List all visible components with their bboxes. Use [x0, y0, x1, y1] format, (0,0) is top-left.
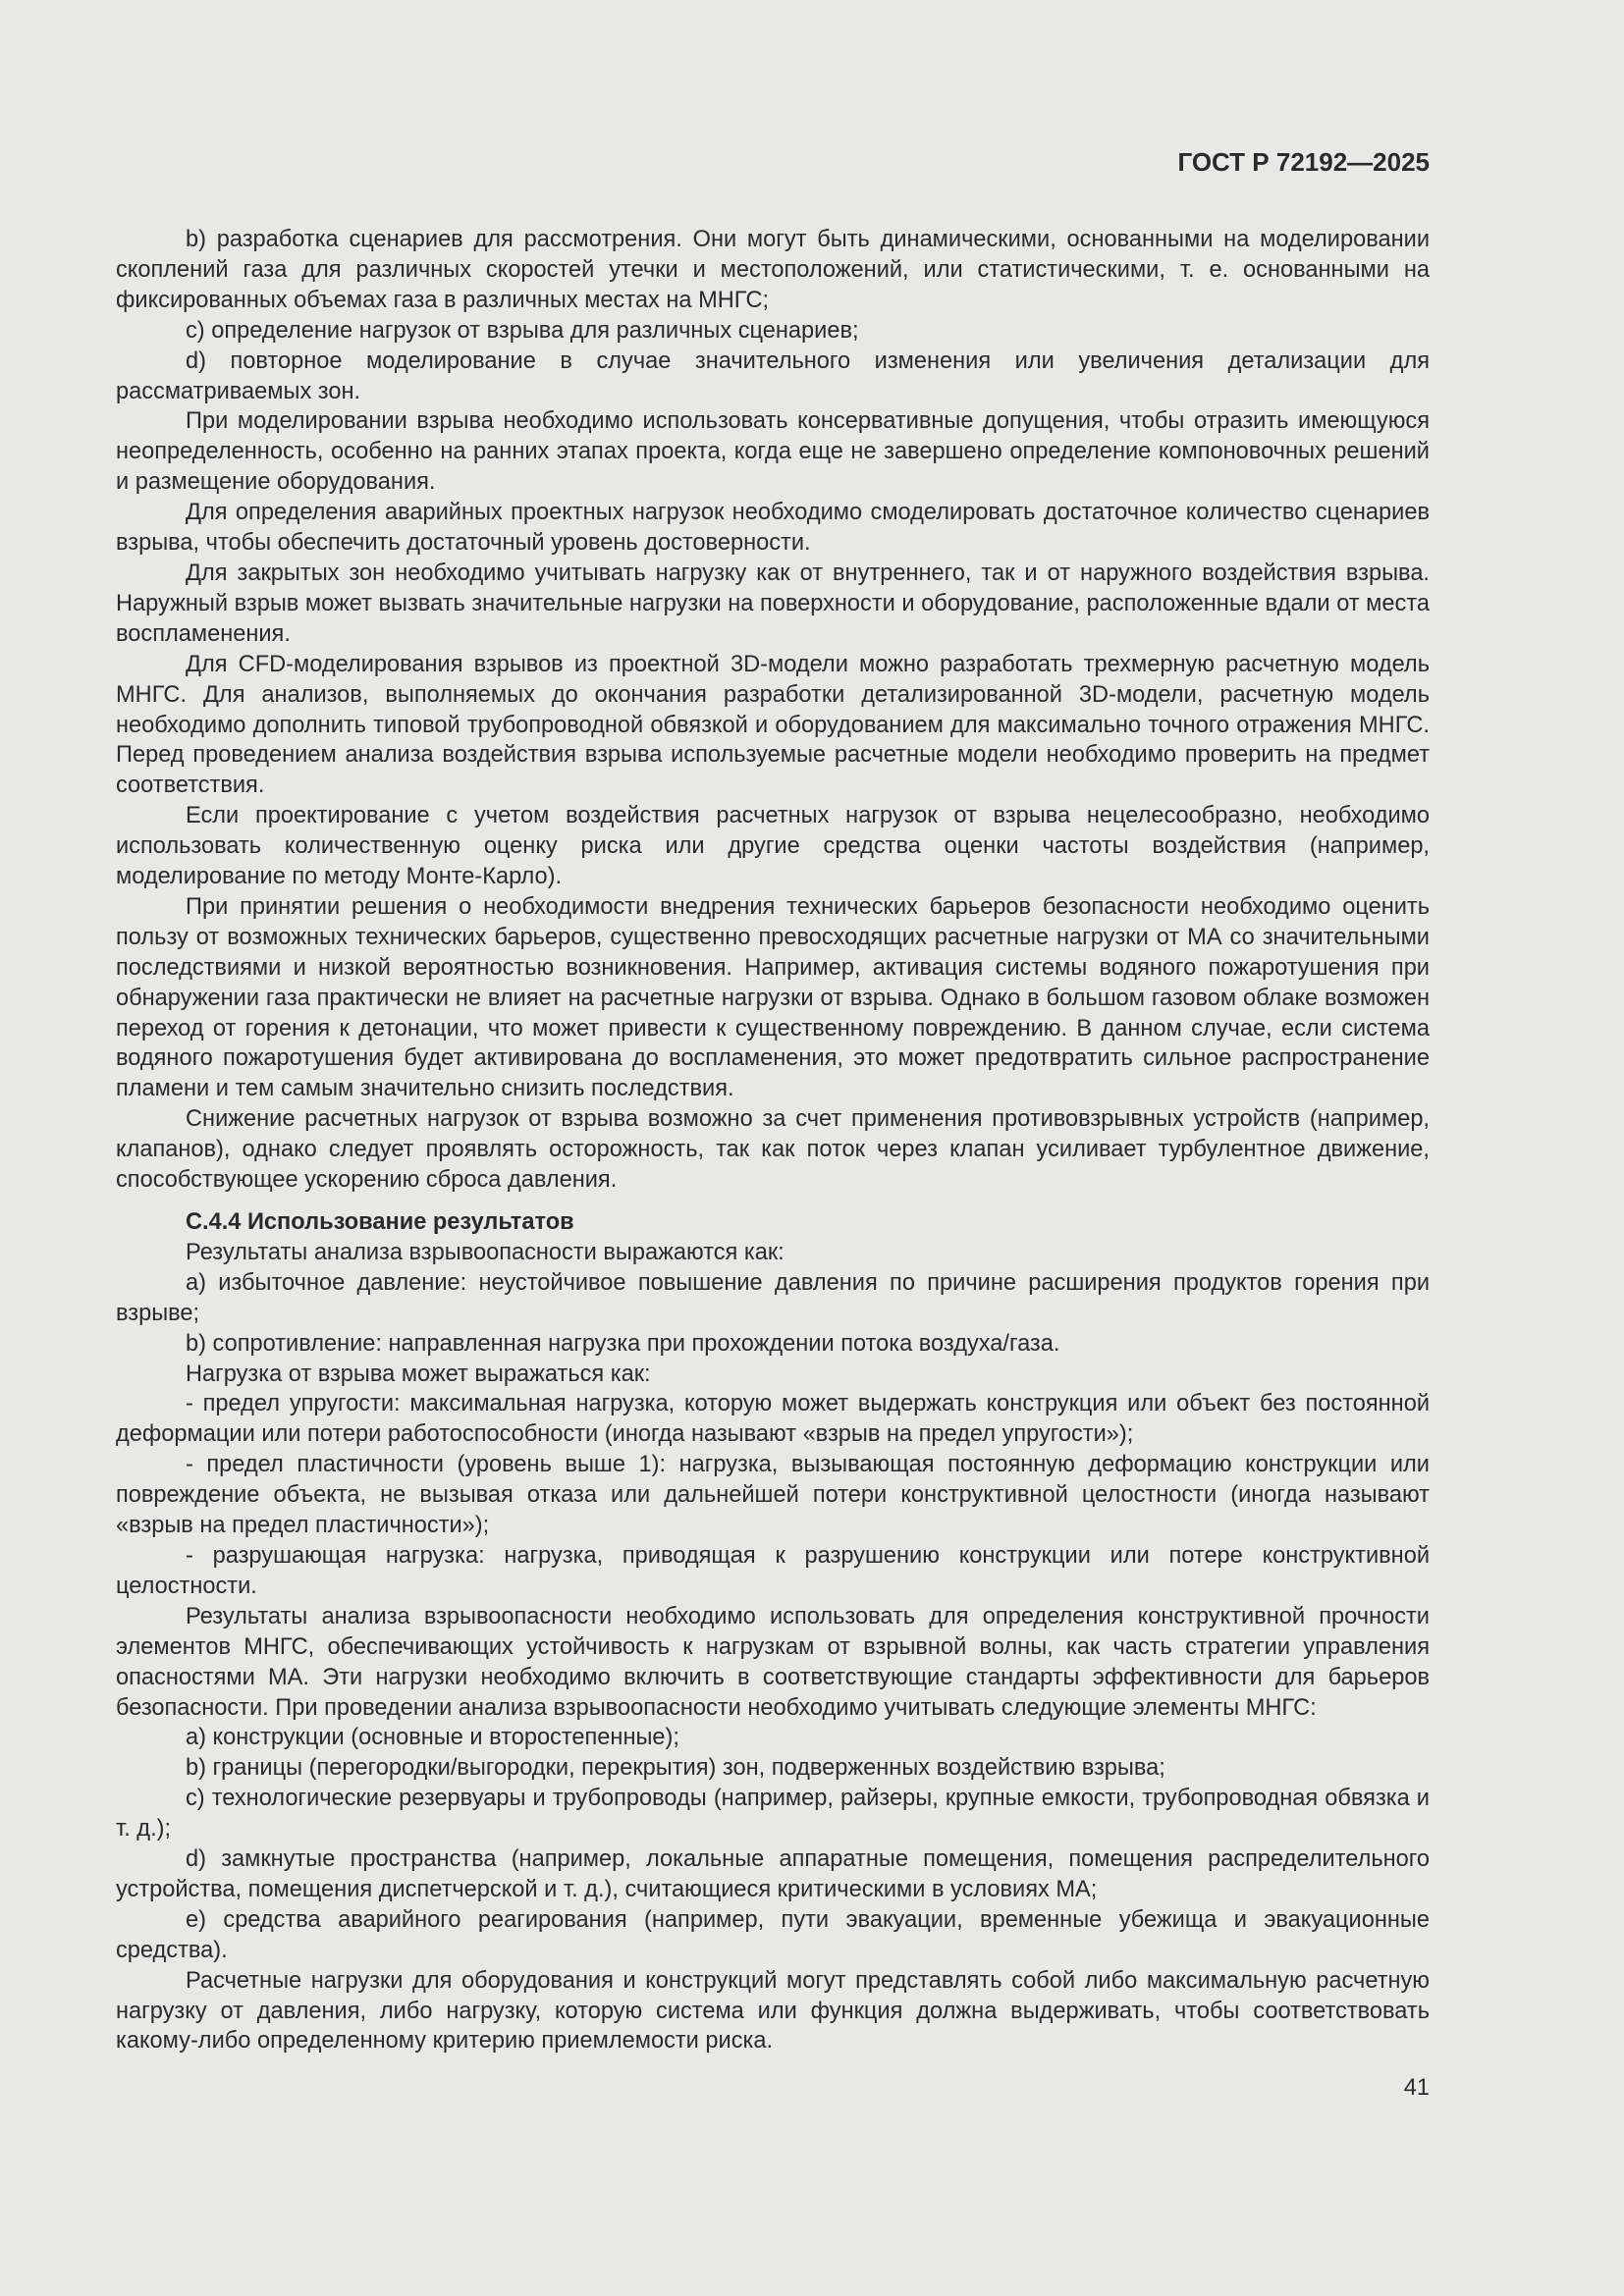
paragraph: c) технологические резервуары и трубопроводы (например, райзеры, крупные емкости, трубопроводная обвязка и т. д.); — [116, 1786, 1430, 1842]
paragraph: e) средства аварийного реагирования (например, пути эвакуации, временные убежища и эвакуационные средства). — [116, 1906, 1430, 1963]
paragraph: d) замкнутые пространства (например, локальные аппаратные помещения, помещения распределительного устройства, помещения диспетчерской и т. д.), считающиеся критическими в условиях МА; — [116, 1846, 1430, 1902]
paragraph: a) избыточное давление: неустойчивое повышение давления по причине расширения продуктов горения при взрыве; — [116, 1269, 1430, 1326]
paragraph: Если проектирование с учетом воздействия расчетных нагрузок от взрыва нецелесообразно, необходимо использовать количественную оценку риска или другие средства оценки частоты воздействия (например, моделирование по методу Монте-Карло). — [116, 803, 1430, 890]
paragraph: a) конструкции (основные и второстепенные); — [186, 1725, 679, 1751]
paragraph: c) определение нагрузок от взрыва для различных сценариев; — [186, 317, 859, 344]
paragraph: При принятии решения о необходимости внедрения технических барьеров безопасности необходимо оценить пользу от возможных технических барьеров, существенно превосходящих расчетные нагрузки от МА со значительными последствиями и низкой вероятностью возникновения. Например, активация системы водяного пожаротушения при обнаружении газа практически не влияет на расчетные нагрузки от взрыва. Однако в большом газовом облаке возможен переход от горения к детонации, что может привести к существенному повреждению. В данном случае, если система водяного пожаротушения будет активирована до воспламенения, это может предотвратить сильное распространение пламени и тем самым значительно снизить последствия. — [116, 893, 1430, 1102]
paragraph: Результаты анализа взрывоопасности необходимо использовать для определения конструктивной прочности элементов МНГС, обеспечивающих устойчивость к нагрузкам от взрывной волны, как часть стратегии управления опасностями МА. Эти нагрузки необходимо включить в соответствующие стандарты эффективности для барьеров безопасности. При проведении анализа взрывоопасности необходимо учитывать следующие элементы МНГС: — [116, 1603, 1430, 1721]
paragraph: b) разработка сценариев для рассмотрения. Они могут быть динамическими, основанными на моделировании скоплений газа для различных скоростей утечки и местоположений, или статистическими, т. е. основанными на фиксированных объемах газа в различных местах на МНГС; — [116, 227, 1430, 313]
paragraph: - предел пластичности (уровень выше 1): нагрузка, вызывающая постоянную деформацию конструкции или повреждение объекта, не вызывая отказа или дальнейшей потери конструктивной целостности (иногда называют «взрыв на предел пластичности»); — [116, 1452, 1430, 1539]
page-number: 41 — [1403, 2075, 1430, 2101]
paragraph: Для CFD-моделирования взрывов из проектной 3D-модели можно разработать трехмерную расчетную модель МНГС. Для анализов, выполняемых до окончания разработки детализированной 3D-модели, расчетную модель необходимо дополнить типовой трубопроводной обвязкой и оборудованием для максимально точного отражения МНГС. Перед проведением анализа воздействия взрыва используемые расчетные модели необходимо проверить на предмет соответствия. — [116, 651, 1430, 799]
document-standard-number: ГОСТ Р 72192—2025 — [1177, 147, 1430, 177]
paragraph: Снижение расчетных нагрузок от взрыва возможно за счет применения противовзрывных устройств (например, клапанов), однако следует проявлять осторожность, так как поток через клапан усиливает турбулентное движение, способствующее ускорению сброса давления. — [116, 1106, 1430, 1194]
paragraph: - разрушающая нагрузка: нагрузка, приводящая к разрушению конструкции или потере конструктивной целостности. — [116, 1542, 1430, 1599]
paragraph: Нагрузка от взрыва может выражаться как: — [186, 1361, 651, 1387]
paragraph: - предел упругости: максимальная нагрузка, которую может выдержать конструкция или объект без постоянной деформации или потери работоспособности (иногда называют «взрыв на предел упругости»); — [116, 1391, 1430, 1448]
document-body — [116, 225, 1430, 2056]
paragraph: Для определения аварийных проектных нагрузок необходимо смоделировать достаточное количество сценариев взрыва, чтобы обеспечить достаточный уровень достоверности. — [116, 500, 1430, 557]
paragraph: b) сопротивление: направленная нагрузка при прохождении потока воздуха/газа. — [186, 1330, 1060, 1357]
paragraph: Результаты анализа взрывоопасности выражаются как: — [186, 1239, 785, 1265]
section-heading: С.4.4 Использование результатов — [186, 1209, 574, 1235]
paragraph: При моделировании взрыва необходимо использовать консервативные допущения, чтобы отразить имеющуюся неопределенность, особенно на ранних этапах проекта, когда еще не завершено определение компоновочных решений и размещение оборудования. — [116, 408, 1430, 496]
paragraph: Расчетные нагрузки для оборудования и конструкций могут представлять собой либо максимальную расчетную нагрузку от давления, либо нагрузку, которую система или функция должна выдерживать, чтобы соответствовать какому-либо определенному критерию приемлемости риска. — [116, 1967, 1430, 2055]
paragraph: Для закрытых зон необходимо учитывать нагрузку как от внутреннего, так и от наружного воздействия взрыва. Наружный взрыв может вызвать значительные нагрузки на поверхности и оборудование, расположенные вдали от места воспламенения. — [116, 560, 1430, 647]
paragraph: b) границы (перегородки/выгородки, перекрытия) зон, подверженных воздействию взрыва; — [186, 1755, 1165, 1782]
paragraph: d) повторное моделирование в случае значительного изменения или увеличения детализации для рассматриваемых зон. — [116, 347, 1430, 404]
